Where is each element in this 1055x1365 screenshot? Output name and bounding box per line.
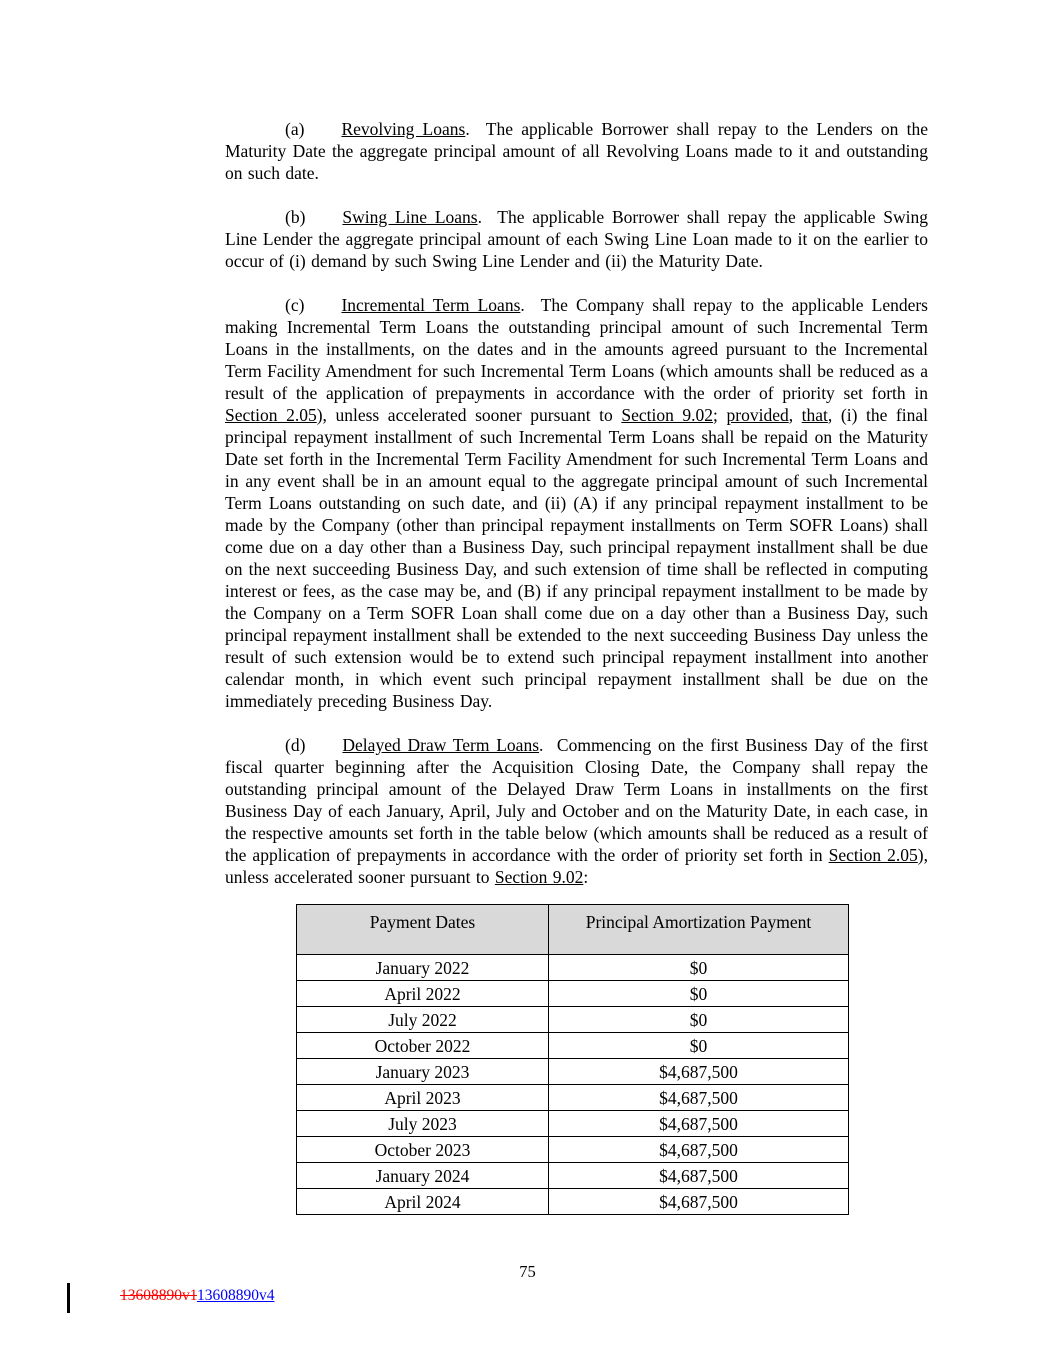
underlined-text-run: Delayed Draw Term Loans [342, 735, 540, 755]
table-header-cell: Principal Amortization Payment [549, 905, 849, 955]
table-row [297, 1137, 849, 1163]
payment-date-cell: October 2022 [297, 1033, 549, 1059]
underlined-text-run: Incremental Term Loans [341, 295, 521, 315]
payment-date-cell: April 2023 [297, 1085, 549, 1111]
amortization-payment-cell: $0 [549, 1033, 849, 1059]
underlined-text-run: Section 9.02 [494, 867, 584, 887]
page-number: 75 [519, 1262, 536, 1281]
amortization-payment-cell: $0 [549, 955, 849, 981]
table-row [297, 1007, 849, 1033]
payment-date-cell: October 2023 [297, 1137, 549, 1163]
text-run: . Commencing on the first Business Day of the first fiscal quarter beginning after the Acquisition Closing Date, the Company shall repay the outstanding principal amount of the Delayed Draw Term Loans in installments on the first Business Day of each January, April, July and October and on the Maturity Date, in each case, in the respective amounts set forth in the table below (which amounts shall be reduced as a result of the application of prepayments in accordance with the order of priority set forth in [225, 735, 928, 865]
table-row [297, 955, 849, 981]
text-run: . The applicable Borrower shall repay to the Lenders on the Maturity Date the aggregate principal amount of all Revolving Loans made to it and outstanding on such date. [225, 119, 928, 183]
amortization-table [296, 904, 849, 1215]
payment-date-cell: April 2024 [297, 1189, 549, 1215]
payment-date-cell: January 2024 [297, 1163, 549, 1189]
document-body [225, 118, 928, 1215]
text-run: : [583, 867, 589, 887]
underlined-text-run: Section 2.05 [828, 845, 918, 865]
text-run: (d) [285, 735, 306, 755]
text-run: , [788, 405, 802, 425]
amortization-payment-cell: $4,687,500 [549, 1189, 849, 1215]
table-header-row [297, 905, 849, 955]
underlined-text-run: that [801, 405, 828, 425]
paragraph-b [225, 206, 928, 272]
inserted-document-id: 13608890v4 [196, 1287, 275, 1304]
text-run: ), unless accelerated sooner pursuant to [225, 845, 928, 887]
underlined-text-run: provided [726, 405, 789, 425]
revision-change-bar [67, 1283, 70, 1313]
amortization-payment-cell: $4,687,500 [549, 1111, 849, 1137]
text-run: , (i) the final principal repayment installment of such Incremental Term Loans shall be repaid on the Maturity Date set forth in the Incremental Term Facility Amendment for such Incremental Term Loans and in any event shall be in an amount equal to the aggregate principal amount of such Incremental Term Loans outstanding on such date, and (ii) (A) if any principal repayment installment to be made by the Company (other than principal repayment installments on Term SOFR Loans) shall come due on a day other than a Business Day, such principal repayment installment shall be due on the next succeeding Business Day, and such extension of time shall be reflected in computing interest or fees, as the case may be, and (B) if any principal repayment installment to be made by the Company on a Term SOFR Loan shall come due on a day other than a Business Day, such principal repayment installment shall be extended to the next succeeding Business Day unless the result of such extension would be to extend such principal repayment installment into another calendar month, in which event such principal repayment installment shall be due on the immediately preceding Business Day. [225, 405, 928, 711]
table-row [297, 1033, 849, 1059]
amortization-payment-cell: $4,687,500 [549, 1085, 849, 1111]
text-run: (b) [285, 207, 306, 227]
amortization-payment-cell: $4,687,500 [549, 1059, 849, 1085]
text-run: . The Company shall repay to the applicable Lenders making Incremental Term Loans the outstanding principal amount of such Incremental Term Loans in the installments, on the dates and in the amounts agreed pursuant to the Incremental Term Facility Amendment for such Incremental Term Loans (which amounts shall be reduced as a result of the application of prepayments in accordance with the order of priority set forth in [225, 295, 928, 403]
paragraph-d [225, 734, 928, 888]
document-id-footer [120, 1287, 274, 1305]
amortization-payment-cell: $4,687,500 [549, 1137, 849, 1163]
deleted-document-id: 13608890v1 [120, 1287, 197, 1304]
text-run: (a) [285, 119, 305, 139]
paragraphs-container [225, 118, 928, 888]
payment-date-cell: July 2022 [297, 1007, 549, 1033]
amortization-payment-cell: $0 [549, 1007, 849, 1033]
text-run: ), unless accelerated sooner pursuant to [316, 405, 622, 425]
underlined-text-run: Section 9.02 [621, 405, 714, 425]
paragraph-c [225, 294, 928, 712]
payment-date-cell: April 2022 [297, 981, 549, 1007]
table-row [297, 1163, 849, 1189]
table-row [297, 1059, 849, 1085]
amortization-payment-cell: $0 [549, 981, 849, 1007]
amortization-payment-cell: $4,687,500 [549, 1163, 849, 1189]
payment-date-cell: January 2022 [297, 955, 549, 981]
table-row [297, 1189, 849, 1215]
underlined-text-run: Section 2.05 [225, 405, 317, 425]
underlined-text-run: Swing Line Loans [342, 207, 478, 227]
table-row [297, 1111, 849, 1137]
underlined-text-run: Revolving Loans [341, 119, 466, 139]
payment-date-cell: July 2023 [297, 1111, 549, 1137]
table-header-cell: Payment Dates [297, 905, 549, 955]
table-row [297, 1085, 849, 1111]
text-run: ; [713, 405, 727, 425]
text-run: . The applicable Borrower shall repay the applicable Swing Line Lender the aggregate principal amount of each Swing Line Loan made to it on the earlier to occur of (i) demand by such Swing Line Lender and (ii) the Maturity Date. [225, 207, 928, 271]
paragraph-a [225, 118, 928, 184]
table-body [297, 955, 849, 1215]
text-run: (c) [285, 295, 305, 315]
table-row [297, 981, 849, 1007]
payment-date-cell: January 2023 [297, 1059, 549, 1085]
